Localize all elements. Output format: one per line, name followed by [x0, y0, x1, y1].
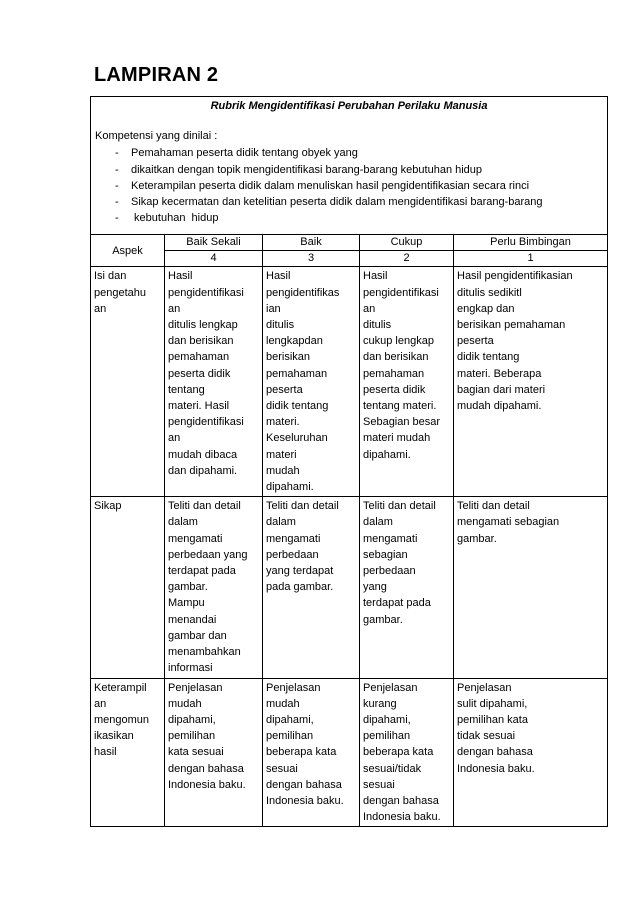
criteria-cell: Penjelasan mudah dipahami, pemilihan beberapa kata sesuai dengan bahasa Indonesia baku. — [263, 678, 360, 827]
criteria-cell: Hasil pengidentifikasian ditulis sedikitl engkap dan berisikan pemahaman peserta didik tentang materi. Beberapa bagian dari materi mudah dipahami. — [454, 267, 608, 497]
row-communication-skill — [91, 678, 608, 827]
header-row — [91, 235, 608, 267]
intro-row — [91, 97, 608, 235]
level-score: 3 — [263, 250, 359, 266]
aspect-cell: Keterampil an mengomun ikasikan hasil — [91, 678, 165, 827]
criteria-cell: Teliti dan detail dalam mengamati perbedaan yang terdapat pada gambar. — [263, 497, 360, 678]
competency-item: - kebutuhan hidup — [115, 210, 603, 226]
level-score: 1 — [454, 250, 607, 266]
competency-item: - Sikap kecermatan dan ketelitian peserta didik dalam mengidentifikasi barang-barang — [115, 194, 603, 210]
rubric-table — [90, 96, 608, 827]
level-label: Baik Sekali — [186, 236, 241, 249]
level-label: Baik — [300, 236, 322, 249]
level-score: 2 — [360, 250, 453, 266]
header-level-fair — [360, 235, 454, 267]
page-heading: LAMPIRAN 2 — [94, 64, 219, 86]
header-level-very-good — [165, 235, 263, 267]
competency-list — [95, 145, 603, 226]
competency-item: - dikaitkan dengan topik mengidentifikasi barang-barang kebutuhan hidup — [115, 162, 603, 178]
row-content-knowledge — [91, 267, 608, 497]
header-level-needs-guidance — [454, 235, 608, 267]
aspect-cell: Sikap — [91, 497, 165, 678]
criteria-cell: Hasil pengidentifikasi an ditulis lengkap dan berisikan pemahaman peserta didik tentang materi. Hasil pengidentifikasi an mudah dibaca dan dipahami. — [165, 267, 263, 497]
level-score: 4 — [165, 250, 262, 266]
criteria-cell: Teliti dan detail dalam mengamati sebagian perbedaan yang terdapat pada gambar. — [360, 497, 454, 678]
intro-cell — [91, 97, 608, 235]
header-aspect: Aspek — [91, 235, 165, 267]
criteria-cell: Hasil pengidentifikasi an ditulis cukup lengkap dan berisikan pemahaman peserta didik tentang materi. Sebagian besar materi mudah dipahami. — [360, 267, 454, 497]
criteria-cell: Teliti dan detail dalam mengamati perbedaan yang terdapat pada gambar. Mampu menandai gambar dan menambahkan informasi — [165, 497, 263, 678]
criteria-cell: Penjelasan mudah dipahami, pemilihan kata sesuai dengan bahasa Indonesia baku. — [165, 678, 263, 827]
competency-item: - Pemahaman peserta didik tentang obyek yang — [115, 145, 603, 161]
level-label: Cukup — [390, 236, 423, 249]
header-level-good — [263, 235, 360, 267]
row-attitude — [91, 497, 608, 678]
competency-item: - Keterampilan peserta didik dalam menuliskan hasil pengidentifikasian secara rinci — [115, 178, 603, 194]
competency-label: Kompetensi yang dinilai : — [95, 130, 218, 143]
criteria-cell: Teliti dan detail mengamati sebagian gambar. — [454, 497, 608, 678]
criteria-cell: Penjelasan sulit dipahami, pemilihan kata tidak sesuai dengan bahasa Indonesia baku. — [454, 678, 608, 827]
level-label: Perlu Bimbingan — [490, 236, 571, 249]
aspect-cell: Isi dan pengetahu an — [91, 267, 165, 497]
criteria-cell: Penjelasan kurang dipahami, pemilihan beberapa kata sesuai/tidak sesuai dengan bahasa Indonesia baku. — [360, 678, 454, 827]
criteria-cell: Hasil pengidentifikas ian ditulis lengkapdan berisikan pemahaman peserta didik tentang materi. Keseluruhan materi mudah dipahami. — [263, 267, 360, 497]
rubric-title: Rubrik Mengidentifikasi Perubahan Perilaku Manusia — [210, 100, 488, 112]
